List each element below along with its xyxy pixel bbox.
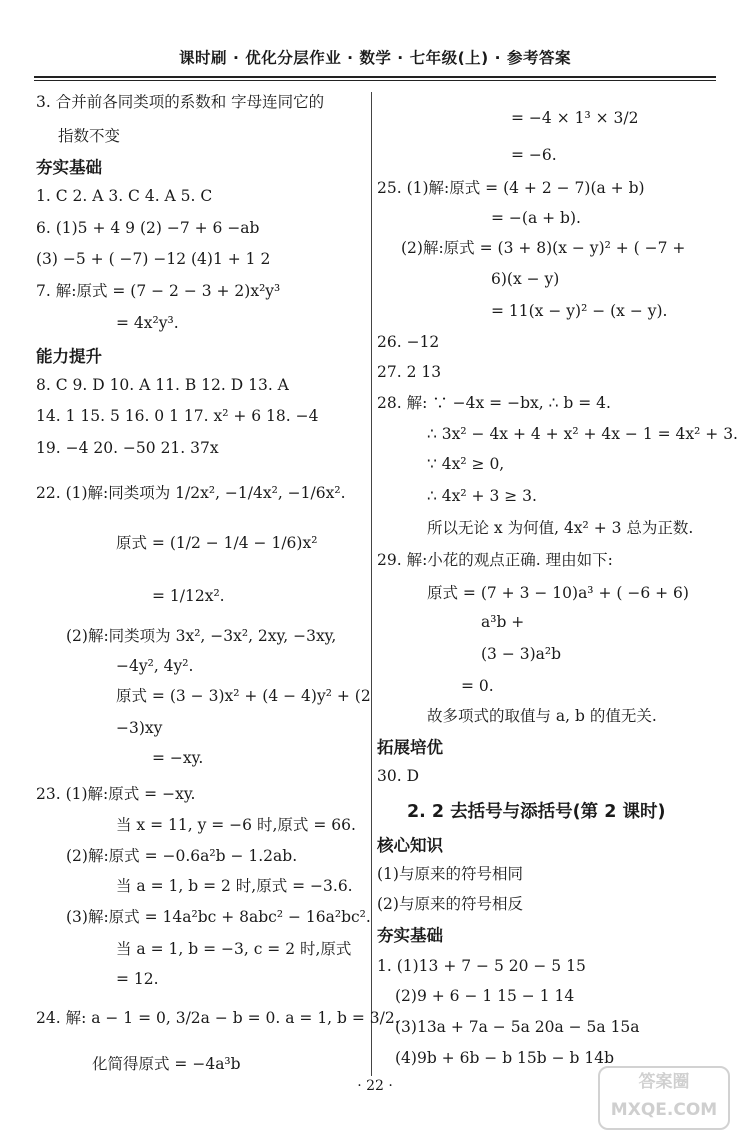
watermark-logo	[598, 1066, 730, 1130]
section-heading: 能力提升	[36, 347, 102, 366]
answer-line: 30. D	[377, 767, 420, 785]
answer-line: = 4x²y³.	[116, 314, 179, 332]
answer-line: 化简得原式 = −4a³b	[92, 1055, 241, 1073]
answer-line: 原式 = (7 + 3 − 10)a³ + ( −6 + 6)	[427, 584, 689, 602]
column-divider	[371, 92, 372, 1076]
answer-line: 指数不变	[58, 127, 121, 145]
answer-line: = 0.	[461, 677, 494, 695]
answer-line: 26. −12	[377, 333, 440, 351]
answer-line: 1. C 2. A 3. C 4. A 5. C	[36, 187, 213, 205]
answer-line: 19. −4 20. −50 21. 37x	[36, 439, 219, 457]
answer-line: 29. 解:小花的观点正确. 理由如下:	[377, 551, 613, 569]
answer-line: (2)解:原式 = (3 + 8)(x − y)² + ( −7 +	[401, 239, 686, 257]
answer-line: ∴ 4x² + 3 ≥ 3.	[427, 487, 537, 505]
answer-line: (2)与原来的符号相反	[377, 895, 523, 913]
answer-line: = 12.	[116, 970, 159, 988]
answer-line: (3)解:原式 = 14a²bc + 8abc² − 16a²bc².	[66, 908, 371, 926]
answer-line: (3 − 3)a²b	[481, 645, 562, 663]
answer-line: (1)与原来的符号相同	[377, 865, 523, 883]
watermark-url: MXQE.COM	[610, 1100, 718, 1120]
answer-line: = 11(x − y)² − (x − y).	[491, 302, 668, 320]
section-heading: 夯实基础	[377, 926, 443, 945]
answer-line: = −4 × 1³ × 3/2	[511, 109, 639, 127]
answer-line: 14. 1 15. 5 16. 0 1 17. x² + 6 18. −4	[36, 407, 319, 425]
answer-line: a³b +	[481, 613, 525, 631]
section-heading: 拓展培优	[377, 738, 443, 757]
answer-line: 7. 解:原式 = (7 − 2 − 3 + 2)x²y³	[36, 282, 281, 300]
answer-line: = −(a + b).	[491, 209, 581, 227]
answer-line: 当 x = 11, y = −6 时,原式 = 66.	[116, 816, 356, 834]
answer-line: 25. (1)解:原式 = (4 + 2 − 7)(a + b)	[377, 179, 645, 197]
section-heading: 夯实基础	[36, 158, 102, 177]
answer-line: 6. (1)5 + 4 9 (2) −7 + 6 −ab	[36, 219, 260, 237]
answer-line: 6)(x − y)	[491, 270, 560, 288]
answer-line: (2)解:同类项为 3x², −3x², 2xy, −3xy,	[66, 627, 337, 645]
answer-line: ∴ 3x² − 4x + 4 + x² + 4x − 1 = 4x² + 3.	[427, 425, 738, 443]
answer-line: ∵ 4x² ≥ 0,	[427, 455, 505, 473]
answer-line: 8. C 9. D 10. A 11. B 12. D 13. A	[36, 376, 289, 394]
answer-line: 原式 = (3 − 3)x² + (4 − 4)y² + (2	[116, 687, 371, 705]
lesson-title: 2. 2 去括号与添括号(第 2 课时)	[407, 802, 666, 822]
answer-line: (3)13a + 7a − 5a 20a − 5a 15a	[395, 1018, 640, 1036]
answer-line: −3)xy	[116, 719, 163, 737]
answer-line: 23. (1)解:原式 = −xy.	[36, 785, 196, 803]
answer-line: (2)解:原式 = −0.6a²b − 1.2ab.	[66, 847, 298, 865]
answer-line: 所以无论 x 为何值, 4x² + 3 总为正数.	[427, 519, 694, 537]
header-rule-thin	[34, 80, 716, 81]
answer-line: 1. (1)13 + 7 − 5 20 − 5 15	[377, 957, 586, 975]
answer-line: 当 a = 1, b = 2 时,原式 = −3.6.	[116, 877, 353, 895]
answer-line: 当 a = 1, b = −3, c = 2 时,原式	[116, 940, 352, 958]
answer-line: 27. 2 13	[377, 363, 442, 381]
answer-line: 24. 解: a − 1 = 0, 3/2a − b = 0. a = 1, b = 3/2.	[36, 1009, 400, 1027]
answer-line: = −6.	[511, 146, 557, 164]
answer-line: (3) −5 + ( −7) −12 (4)1 + 1 2	[36, 250, 271, 268]
answer-line: (2)9 + 6 − 1 15 − 1 14	[395, 987, 575, 1005]
page-number: · 22 ·	[357, 1078, 393, 1094]
answer-line: 故多项式的取值与 a, b 的值无关.	[427, 707, 657, 725]
header-rule-thick	[34, 76, 716, 78]
answer-line: (4)9b + 6b − b 15b − b 14b	[395, 1049, 615, 1067]
page-header: 课时刷 · 优化分层作业 · 数学 · 七年级(上) · 参考答案	[179, 49, 571, 67]
watermark-text: 答案圈	[638, 1072, 690, 1092]
answer-line: 原式 = (1/2 − 1/4 − 1/6)x²	[116, 534, 318, 552]
answer-line: = 1/12x².	[152, 587, 225, 605]
answer-line: 22. (1)解:同类项为 1/2x², −1/4x², −1/6x².	[36, 484, 346, 502]
answer-line: −4y², 4y².	[116, 657, 194, 675]
answer-line: = −xy.	[152, 749, 204, 767]
answer-line: 28. 解: ∵ −4x = −bx, ∴ b = 4.	[377, 394, 611, 412]
answer-line: 3. 合并前各同类项的系数和 字母连同它的	[36, 93, 325, 111]
section-heading: 核心知识	[377, 836, 443, 855]
